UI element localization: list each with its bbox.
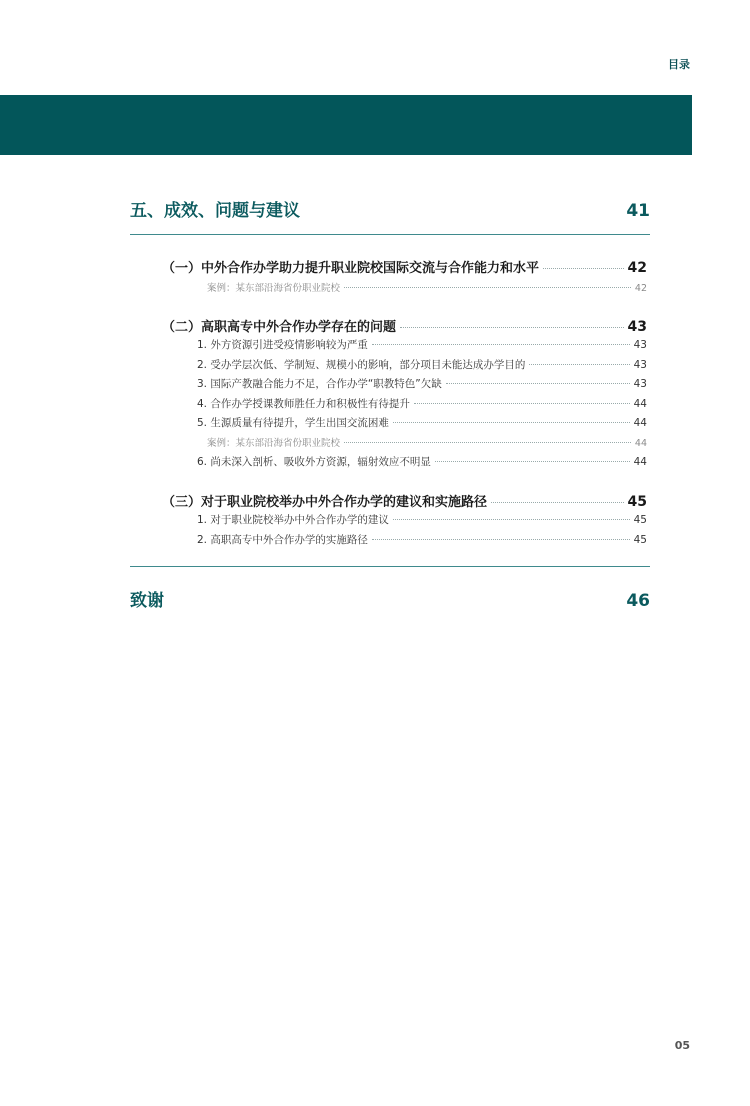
header-label: 目录 xyxy=(668,58,690,71)
entry-title: 3. 国际产教融合能力不足，合作办学“职教特色”欠缺 xyxy=(197,378,442,390)
leader-dots xyxy=(435,461,630,462)
leader-dots xyxy=(491,502,624,503)
leader-dots xyxy=(393,422,630,423)
entry-page: 43 xyxy=(633,378,647,390)
toc-sub-2[interactable] xyxy=(162,316,647,335)
entry-page: 44 xyxy=(633,417,647,429)
entry-page: 44 xyxy=(633,398,647,410)
leader-dots xyxy=(446,383,630,384)
leader-dots xyxy=(543,268,624,269)
toc-section-5[interactable] xyxy=(130,196,650,221)
leader-dots xyxy=(372,344,630,345)
entry-page: 45 xyxy=(633,534,647,546)
entry-title: （二）高职高专中外合作办学存在的问题 xyxy=(162,320,397,335)
section-divider xyxy=(130,566,650,567)
toc-item[interactable] xyxy=(197,415,647,430)
leader-dots xyxy=(393,519,630,520)
page-number: 05 xyxy=(674,1039,690,1052)
entry-title: （一）中外合作办学助力提升职业院校国际交流与合作能力和水平 xyxy=(162,261,540,276)
leader-dots xyxy=(400,327,624,328)
entry-title: 案例：某东部沿海省份职业院校 xyxy=(207,438,341,449)
entry-page: 45 xyxy=(627,494,647,510)
toc-case[interactable] xyxy=(207,280,647,294)
entry-title: 5. 生源质量有待提升，学生出国交流困难 xyxy=(197,417,389,429)
entry-page: 42 xyxy=(634,283,647,294)
leader-dots xyxy=(529,364,629,365)
entry-page: 43 xyxy=(633,359,647,371)
section-title: 五、成效、问题与建议 xyxy=(130,201,300,221)
leader-dots xyxy=(344,442,631,443)
entry-title: （三）对于职业院校举办中外合作办学的建议和实施路径 xyxy=(162,495,488,510)
leader-dots xyxy=(372,539,630,540)
entry-page: 45 xyxy=(633,514,647,526)
section-page: 41 xyxy=(626,201,650,221)
toc-item[interactable] xyxy=(197,512,647,527)
toc-item[interactable] xyxy=(197,454,647,469)
section-page: 46 xyxy=(626,591,650,611)
entry-page: 44 xyxy=(634,438,647,449)
toc-sub-1[interactable] xyxy=(162,257,647,276)
toc-item[interactable] xyxy=(197,532,647,547)
section-title: 致谢 xyxy=(130,591,164,611)
toc-item[interactable] xyxy=(197,337,647,352)
entry-title: 4. 合作办学授课教师胜任力和积极性有待提升 xyxy=(197,398,410,410)
entry-page: 42 xyxy=(627,260,647,276)
toc-item[interactable] xyxy=(197,357,647,372)
leader-dots xyxy=(414,403,630,404)
toc-case[interactable] xyxy=(207,435,647,449)
toc-item[interactable] xyxy=(197,376,647,391)
entry-title: 6. 尚未深入剖析、吸收外方资源，辐射效应不明显 xyxy=(197,456,431,468)
entry-title: 1. 对于职业院校举办中外合作办学的建议 xyxy=(197,514,389,526)
entry-page: 43 xyxy=(627,319,647,335)
entry-title: 2. 受办学层次低、学制短、规模小的影响，部分项目未能达成办学目的 xyxy=(197,359,526,371)
entry-title: 2. 高职高专中外合作办学的实施路径 xyxy=(197,534,368,546)
entry-title: 案例：某东部沿海省份职业院校 xyxy=(207,283,341,294)
toc-sub-3[interactable] xyxy=(162,491,647,510)
leader-dots xyxy=(344,287,631,288)
toc-thanks[interactable] xyxy=(130,586,650,611)
entry-page: 43 xyxy=(633,339,647,351)
header-band xyxy=(0,95,692,155)
toc-item[interactable] xyxy=(197,396,647,411)
section-divider xyxy=(130,234,650,235)
entry-page: 44 xyxy=(633,456,647,468)
entry-title: 1. 外方资源引进受疫情影响较为严重 xyxy=(197,339,368,351)
